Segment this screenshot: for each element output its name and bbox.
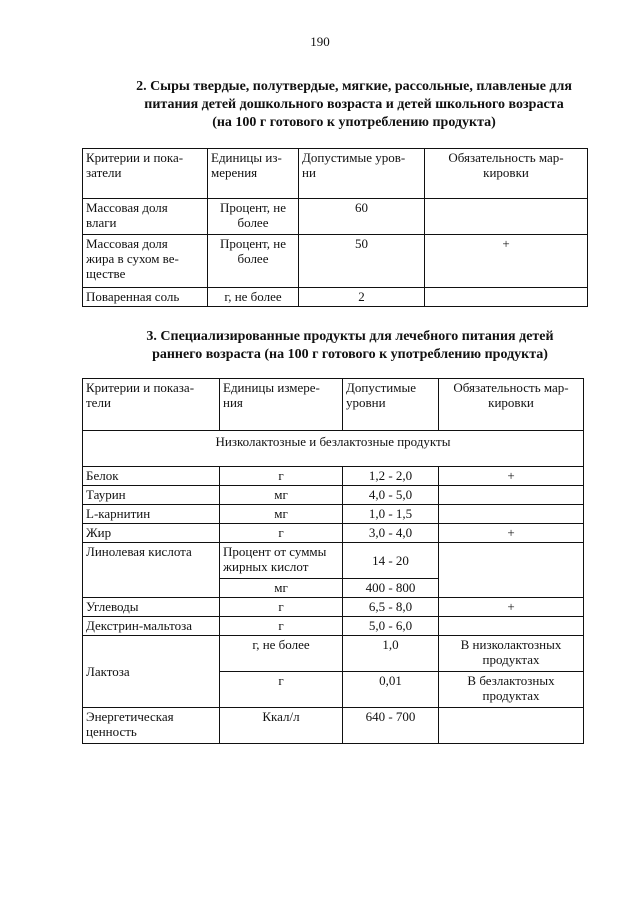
row-level: 60 [299,199,425,235]
header-units: Единицы измере- ния [220,379,343,431]
row-marking [439,708,584,744]
header-levels: Допустимые уровни [343,379,439,431]
table-row [83,636,584,672]
row-units: мг [220,579,343,598]
row-level: 0,01 [343,672,439,708]
row-marking [439,486,584,505]
row-level: 5,0 - 6,0 [343,617,439,636]
row-marking: В низколактозных продуктах [439,636,584,672]
section-3-heading [110,328,590,364]
row-units: Процент, не более [208,199,299,235]
row-level: 50 [299,235,425,288]
header-levels: Допустимые уров- ни [299,149,425,199]
row-level: 3,0 - 4,0 [343,524,439,543]
row-marking: + [439,598,584,617]
row-level: 6,5 - 8,0 [343,598,439,617]
row-marking [425,288,588,307]
header-marking: Обязательность мар- кировки [439,379,584,431]
row-units: г [220,467,343,486]
row-criteria: Поваренная соль [83,288,208,307]
header-units: Единицы из- мерения [208,149,299,199]
row-units: Ккал/л [220,708,343,744]
row-level: 1,0 - 1,5 [343,505,439,524]
row-level: 2 [299,288,425,307]
section-2-heading-line: питания детей дошкольного возраста и детей школьного возраста [144,97,564,112]
row-criteria: Таурин [83,486,220,505]
row-marking [439,543,584,598]
row-criteria: Массовая доля влаги [83,199,208,235]
table-row [83,467,584,486]
row-marking: + [439,467,584,486]
row-marking: + [439,524,584,543]
row-units: г [220,617,343,636]
row-criteria: Линолевая кислота [83,543,220,598]
row-level: 400 - 800 [343,579,439,598]
row-level: 1,2 - 2,0 [343,467,439,486]
row-units: мг [220,505,343,524]
row-criteria: Лактоза [83,636,220,708]
page-number: 190 [310,34,330,49]
section-3-heading-line: 3. Специализированные продукты для лечебного питания детей [146,329,554,344]
row-criteria: Углеводы [83,598,220,617]
row-units: Процент, не более [208,235,299,288]
row-marking [439,617,584,636]
row-units: г, не более [208,288,299,307]
row-criteria: L-карнитин [83,505,220,524]
section-2-heading-line: 2. Сыры твердые, полутвердые, мягкие, рассольные, плавленые для [136,79,572,94]
row-units: Процент от суммы жирных кислот [220,543,343,579]
row-marking: + [425,235,588,288]
row-units: г [220,524,343,543]
cheese-requirements-table [82,148,588,307]
header-criteria: Критерии и пока- затели [83,149,208,199]
specialized-products-table [82,378,584,744]
row-level: 4,0 - 5,0 [343,486,439,505]
table-header-row [83,149,588,199]
row-marking [439,505,584,524]
row-criteria: Декстрин-мальтоза [83,617,220,636]
section-3-heading-line: раннего возраста (на 100 г готового к употреблению продукта) [152,347,548,362]
row-units: г [220,598,343,617]
row-marking [425,199,588,235]
row-units: мг [220,486,343,505]
group-title-row [83,431,584,467]
table-row [83,235,588,288]
row-level: 14 - 20 [343,543,439,579]
group-title: Низколактозные и безлактозные продукты [83,431,584,467]
table-row [83,617,584,636]
table-header-row [83,379,584,431]
section-2-heading-line: (на 100 г готового к употреблению продукта) [212,115,496,130]
table-row [83,524,584,543]
row-criteria: Массовая доля жира в сухом ве- ществе [83,235,208,288]
section-2-heading [110,78,598,132]
row-criteria: Жир [83,524,220,543]
header-criteria: Критерии и показа- тели [83,379,220,431]
row-units: г, не более [220,636,343,672]
table-row [83,543,584,579]
row-level: 640 - 700 [343,708,439,744]
table-row [83,708,584,744]
table-row [83,486,584,505]
row-criteria: Белок [83,467,220,486]
table-row [83,199,588,235]
row-criteria: Энергетическая ценность [83,708,220,744]
row-level: 1,0 [343,636,439,672]
row-marking: В безлактозных продуктах [439,672,584,708]
table-row [83,505,584,524]
table-row [83,288,588,307]
header-marking: Обязательность мар- кировки [425,149,588,199]
row-units: г [220,672,343,708]
table-row [83,598,584,617]
